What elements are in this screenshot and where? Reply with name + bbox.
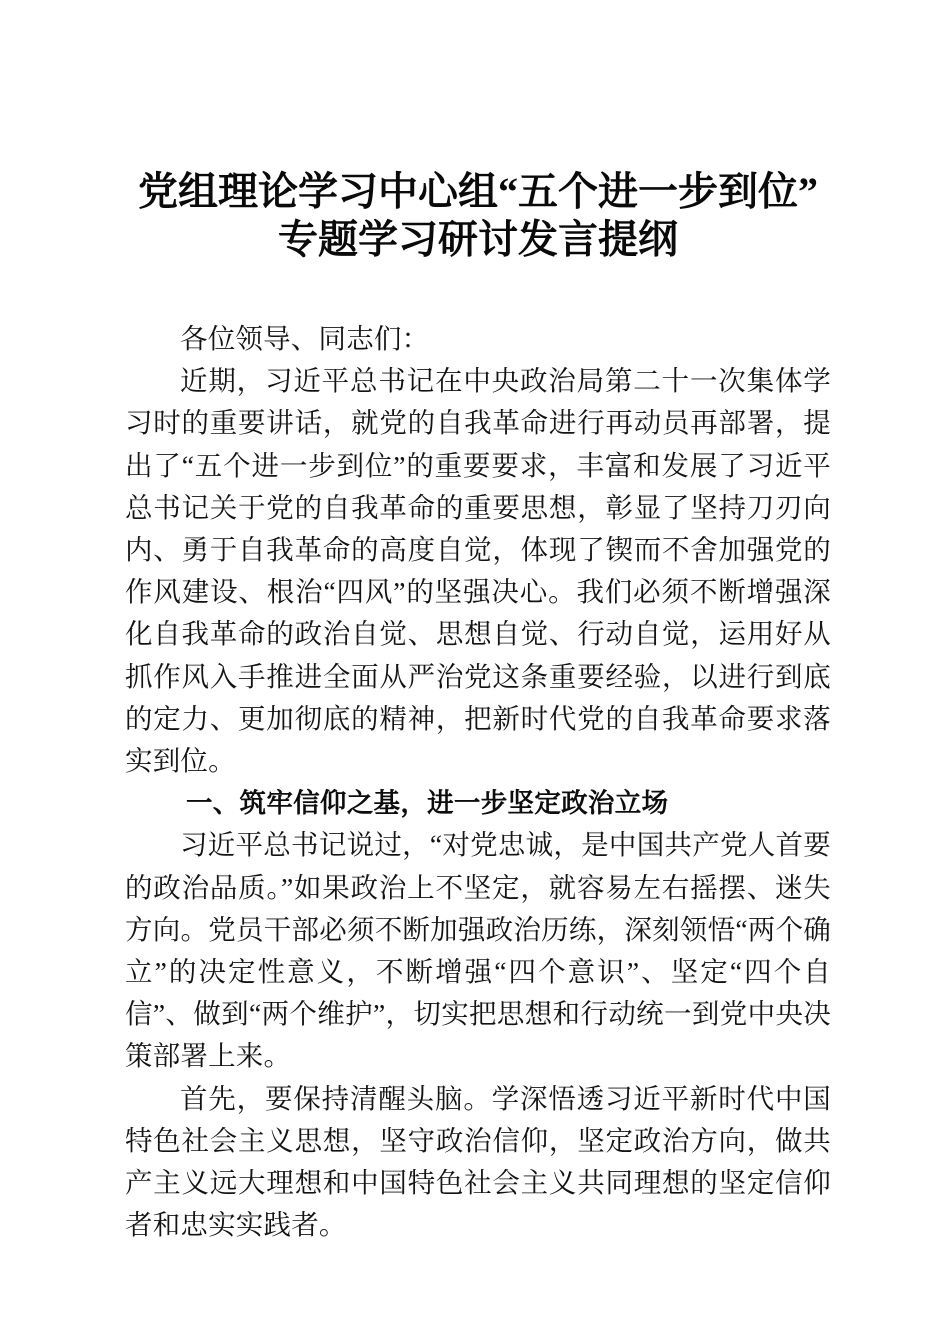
paragraph-intro: 近期，习近平总书记在中央政治局第二十一次集体学习时的重要讲话，就党的自我革命进行再动员再部署，提出了“五个进一步到位”的重要要求，丰富和发展了习近平总书记关于党的自我革命的重要思想，彰显了坚持刀刃向内、勇于自我革命的高度自觉，体现了锲而不舍加强党的作风建设、根治“四风”的坚强决心。我们必须不断增强深化自我革命的政治自觉、思想自觉、行动自觉，运用好从抓作风入手推进全面从严治党这条重要经验，以进行到底的定力、更加彻底的精神，把新时代党的自我革命要求落实到位。 <box>125 365 831 777</box>
paragraph-section1-b: 首先，要保持清醒头脑。学深悟透习近平新时代中国特色社会主义思想，坚守政治信仰，坚定政治方向，做共产主义远大理想和中国特色社会主义共同理想的坚定信仰者和忠实实践者。 <box>125 1082 831 1241</box>
salutation-line: 各位领导、同志们： <box>180 323 430 354</box>
paragraph-section1-a: 习近平总书记说过，“对党忠诚，是中国共产党人首要的政治品质。”如果政治上不坚定，就容易左右摇摆、迷失方向。党员干部必须不断加强政治历练，深刻领悟“两个确立”的决定性意义，不断增强“四个意识”、坚定“四个自信”、做到“两个维护”，切实把思想和行动统一到党中央决策部署上来。 <box>125 829 831 1072</box>
document-content <box>125 318 831 1246</box>
section-heading-1: 一、筑牢信仰之基，进一步坚定政治立场 <box>185 788 669 819</box>
page-title: 党组理论学习中心组“五个进一步到位”专题学习研讨发言提纲 <box>138 169 818 262</box>
